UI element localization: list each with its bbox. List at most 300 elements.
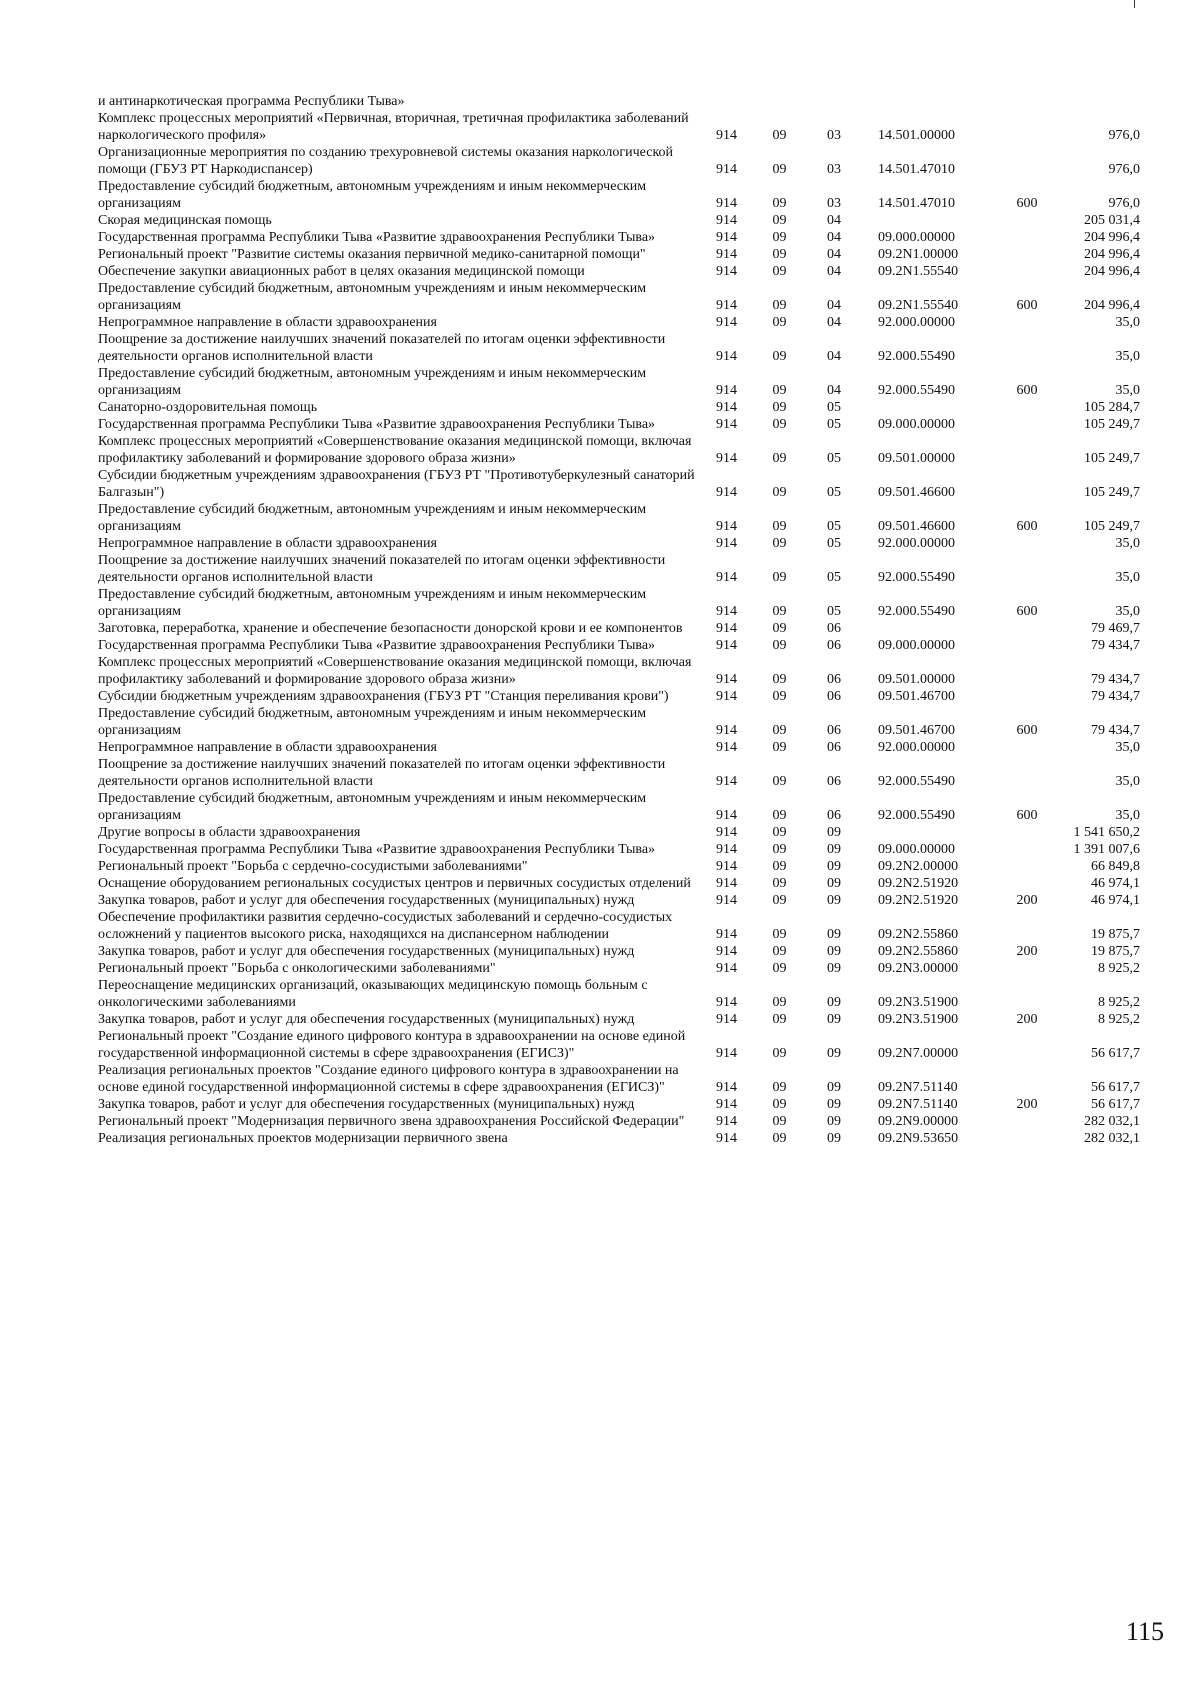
row-grbs-code: 914 [716,774,737,789]
table-row [98,739,1140,756]
table-row [98,229,1140,246]
table-row [98,416,1140,433]
row-target-article: 14.501.47010 [878,162,955,177]
row-subsection-code: 05 [827,519,841,534]
row-subsection-code: 05 [827,417,841,432]
row-expense-type [999,620,1055,637]
row-section-code [755,93,804,110]
row-target-article: 09.2N1.55540 [878,298,959,313]
row-grbs-code: 914 [716,128,737,143]
table-row [98,501,1140,535]
budget-table-body [98,93,1140,1147]
row-grbs-code: 914 [716,859,737,874]
row-amount: 8 925,2 [1098,995,1140,1010]
table-row [98,977,1140,1011]
table-row [98,314,1140,331]
row-amount: 105 249,7 [1084,451,1140,466]
row-target-article: 09.501.46600 [878,519,955,534]
row-subsection-code: 06 [827,672,841,687]
row-grbs-code: 914 [716,230,737,245]
row-expense-type [999,637,1055,654]
row-subsection-code: 04 [827,383,841,398]
row-target-article [864,212,999,229]
row-expense-type [999,416,1055,433]
row-subsection-code: 09 [827,1097,841,1112]
table-row [98,467,1140,501]
row-target-article: 09.2N7.00000 [878,1046,959,1061]
row-expense-type [999,858,1055,875]
row-grbs-code: 914 [716,825,737,840]
row-section-code: 09 [772,213,787,228]
row-subsection-code: 03 [827,196,841,211]
table-row [98,399,1140,416]
row-amount: 79 434,7 [1091,723,1140,738]
row-grbs-code: 914 [716,961,737,976]
row-name: Переоснащение медицинских организаций, оказывающих медицинскую помощь больным с онкологическими заболеваниями [98,978,648,1010]
row-expense-type [999,1028,1055,1062]
row-subsection-code: 03 [827,128,841,143]
row-expense-type: 600 [1016,196,1038,211]
row-target-article: 09.2N3.51900 [878,1012,959,1027]
row-subsection-code: 09 [827,927,841,942]
table-row [98,144,1140,178]
row-grbs-code: 914 [716,519,737,534]
row-expense-type [999,654,1055,688]
row-grbs-code: 914 [716,672,737,687]
row-name: Предоставление субсидий бюджетным, автономным учреждениям и иным некоммерческим организациям [98,791,647,823]
row-expense-type [999,467,1055,501]
row-section-code: 09 [772,961,787,976]
row-target-article: 92.000.00000 [878,536,955,551]
row-name: Региональный проект "Создание единого цифрового контура в здравоохранении на основе единой государственной информационной системы в сфере здравоохранения (ЕГИСЗ)" [98,1029,686,1061]
row-name: Санаторно-оздоровительная помощь [98,400,318,415]
table-row [98,1011,1140,1028]
row-name: Предоставление субсидий бюджетным, автономным учреждениям и иным некоммерческим организациям [98,366,647,398]
row-subsection-code: 06 [827,638,841,653]
row-target-article: 09.2N2.55860 [878,927,959,942]
row-grbs-code: 914 [716,621,737,636]
row-target-article: 09.501.46700 [878,689,955,704]
row-expense-type [999,535,1055,552]
row-expense-type [999,433,1055,467]
row-expense-type [999,841,1055,858]
row-amount: 56 617,7 [1091,1097,1140,1112]
row-expense-type: 200 [1016,1097,1038,1112]
budget-table [98,93,1140,1147]
row-subsection-code: 06 [827,774,841,789]
table-row [98,365,1140,399]
row-amount: 8 925,2 [1098,1012,1140,1027]
row-target-article: 92.000.55490 [878,349,955,364]
row-name: Региональный проект "Развитие системы оказания первичной медико-санитарной помощи" [98,247,646,262]
table-row [98,535,1140,552]
row-name: Поощрение за достижение наилучших значений показателей по итогам оценки эффективности деятельности органов исполнительной власти [98,332,666,364]
row-amount: 66 849,8 [1091,859,1140,874]
row-name: Поощрение за достижение наилучших значений показателей по итогам оценки эффективности деятельности органов исполнительной власти [98,553,666,585]
row-name: Непрограммное направление в области здравоохранения [98,315,437,330]
row-amount: 56 617,7 [1091,1046,1140,1061]
row-target-article: 92.000.00000 [878,740,955,755]
row-amount: 19 875,7 [1091,944,1140,959]
row-section-code: 09 [772,1097,787,1112]
row-amount: 46 974,1 [1091,876,1140,891]
row-grbs-code: 914 [716,876,737,891]
row-target-article: 09.000.00000 [878,230,955,245]
row-grbs-code: 914 [716,927,737,942]
row-name: Заготовка, переработка, хранение и обеспечение безопасности донорской крови и ее компонентов [98,621,683,636]
row-subsection-code [804,93,864,110]
row-name: Субсидии бюджетным учреждениям здравоохранения (ГБУЗ РТ "Станция переливания крови") [98,689,669,704]
row-subsection-code: 09 [827,876,841,891]
row-amount: 1 391 007,6 [1073,842,1140,857]
row-name: Государственная программа Республики Тыва «Развитие здравоохранения Республики Тыва» [98,230,656,245]
row-expense-type: 600 [1016,604,1038,619]
row-grbs-code: 914 [716,451,737,466]
row-expense-type [999,875,1055,892]
row-target-article: 92.000.55490 [878,604,955,619]
row-subsection-code: 04 [827,213,841,228]
row-target-article: 09.501.46600 [878,485,955,500]
row-target-article: 09.501.00000 [878,672,955,687]
row-subsection-code: 06 [827,740,841,755]
row-expense-type [999,1062,1055,1096]
row-name: Предоставление субсидий бюджетным, автономным учреждениям и иным некоммерческим организациям [98,281,647,313]
row-section-code: 09 [772,638,787,653]
row-name: Непрограммное направление в области здравоохранения [98,536,437,551]
row-expense-type: 200 [1016,893,1038,908]
row-target-article: 09.2N1.55540 [878,264,959,279]
row-section-code: 09 [772,876,787,891]
row-name: Предоставление субсидий бюджетным, автономным учреждениям и иным некоммерческим организациям [98,587,647,619]
row-name: Закупка товаров, работ и услуг для обеспечения государственных (муниципальных) нужд [98,1012,635,1027]
row-amount: 976,0 [1108,162,1140,177]
row-amount: 282 032,1 [1084,1114,1140,1129]
row-amount: 976,0 [1108,128,1140,143]
row-expense-type [999,756,1055,790]
row-section-code: 09 [772,383,787,398]
row-grbs-code: 914 [716,162,737,177]
table-row [98,960,1140,977]
row-grbs-code: 914 [716,247,737,262]
row-grbs-code: 914 [716,196,737,211]
row-grbs-code: 914 [716,995,737,1010]
row-name: Региональный проект "Борьба с онкологическими заболеваниями" [98,961,496,976]
table-row [98,110,1140,144]
row-subsection-code: 05 [827,485,841,500]
row-section-code: 09 [772,264,787,279]
row-amount: 204 996,4 [1084,264,1140,279]
row-subsection-code: 04 [827,230,841,245]
row-section-code: 09 [772,162,787,177]
row-name: Предоставление субсидий бюджетным, автономным учреждениям и иным некоммерческим организациям [98,179,647,211]
row-amount: 1 541 650,2 [1073,825,1140,840]
row-subsection-code: 09 [827,1046,841,1061]
row-subsection-code: 05 [827,570,841,585]
table-row [98,756,1140,790]
row-target-article: 09.2N9.53650 [878,1131,959,1146]
row-section-code: 09 [772,1114,787,1129]
row-section-code: 09 [772,808,787,823]
row-target-article [864,620,999,637]
row-amount: 19 875,7 [1091,927,1140,942]
row-subsection-code: 04 [827,264,841,279]
row-section-code: 09 [772,927,787,942]
row-grbs-code: 914 [716,417,737,432]
table-row [98,620,1140,637]
row-subsection-code: 09 [827,1080,841,1095]
row-target-article: 92.000.55490 [878,570,955,585]
row-amount: 976,0 [1108,196,1140,211]
row-amount [1055,93,1140,110]
row-section-code: 09 [772,519,787,534]
row-amount: 79 434,7 [1091,689,1140,704]
row-name: Предоставление субсидий бюджетным, автономным учреждениям и иным некоммерческим организациям [98,706,647,738]
row-name: Субсидии бюджетным учреждениям здравоохранения (ГБУЗ РТ "Противотуберкулезный санаторий Балгазын") [98,468,695,500]
row-name: Закупка товаров, работ и услуг для обеспечения государственных (муниципальных) нужд [98,944,635,959]
table-row [98,841,1140,858]
row-amount: 35,0 [1115,536,1140,551]
row-subsection-code: 05 [827,451,841,466]
row-expense-type [999,110,1055,144]
row-expense-type: 200 [1016,944,1038,959]
page-number: 115 [1125,1617,1164,1646]
row-amount: 105 249,7 [1084,417,1140,432]
row-target-article: 14.501.00000 [878,128,955,143]
row-section-code: 09 [772,995,787,1010]
row-name: Комплекс процессных мероприятий «Совершенствование оказания медицинской помощи, включая профилактику заболеваний и формирование здорового образа жизни» [98,434,692,466]
row-section-code: 09 [772,842,787,857]
table-row [98,178,1140,212]
row-expense-type [999,331,1055,365]
row-section-code: 09 [772,570,787,585]
row-target-article: 09.2N2.51920 [878,876,959,891]
row-name: Государственная программа Республики Тыва «Развитие здравоохранения Республики Тыва» [98,842,656,857]
row-name: Поощрение за достижение наилучших значений показателей по итогам оценки эффективности деятельности органов исполнительной власти [98,757,666,789]
row-expense-type [999,1130,1055,1147]
row-target-article: 09.2N2.51920 [878,893,959,908]
table-row [98,586,1140,620]
row-amount: 35,0 [1115,315,1140,330]
row-expense-type [999,93,1055,110]
row-expense-type [999,229,1055,246]
row-subsection-code: 09 [827,961,841,976]
row-grbs-code: 914 [716,604,737,619]
row-subsection-code: 06 [827,621,841,636]
row-amount: 105 249,7 [1084,485,1140,500]
row-target-article: 09.2N2.00000 [878,859,959,874]
row-target-article: 09.2N2.55860 [878,944,959,959]
row-grbs-code: 914 [716,723,737,738]
row-expense-type [999,824,1055,841]
row-subsection-code: 09 [827,825,841,840]
table-row [98,875,1140,892]
row-target-article: 09.2N3.00000 [878,961,959,976]
row-section-code: 09 [772,247,787,262]
row-name: Региональный проект "Модернизация первичного звена здравоохранения Российской Федерации" [98,1114,685,1129]
row-target-article: 09.2N3.51900 [878,995,959,1010]
row-subsection-code: 05 [827,604,841,619]
table-row [98,637,1140,654]
row-grbs-code: 914 [716,740,737,755]
row-amount: 105 284,7 [1084,400,1140,415]
row-target-article: 09.501.00000 [878,451,955,466]
table-row [98,790,1140,824]
row-section-code: 09 [772,315,787,330]
row-subsection-code: 05 [827,536,841,551]
row-target-article [864,93,999,110]
row-expense-type [999,688,1055,705]
table-row [98,892,1140,909]
table-row [98,1028,1140,1062]
row-grbs-code: 914 [716,1131,737,1146]
row-name: Оснащение оборудованием региональных сосудистых центров и первичных сосудистых отделений [98,876,691,891]
row-grbs-code: 914 [716,298,737,313]
row-amount: 79 434,7 [1091,638,1140,653]
row-amount: 204 996,4 [1084,230,1140,245]
row-name: Реализация региональных проектов модернизации первичного звена [98,1131,508,1146]
row-name: Региональный проект "Борьба с сердечно-сосудистыми заболеваниями" [98,859,528,874]
row-target-article: 09.2N9.00000 [878,1114,959,1129]
row-section-code: 09 [772,1080,787,1095]
row-grbs-code: 914 [716,485,737,500]
row-target-article: 09.000.00000 [878,638,955,653]
row-section-code: 09 [772,621,787,636]
row-grbs-code: 914 [716,1012,737,1027]
row-expense-type [999,144,1055,178]
row-expense-type: 600 [1016,808,1038,823]
row-name: Обеспечение профилактики развития сердечно-сосудистых заболеваний и сердечно-сосудистых осложнений у пациентов высокого риска, находящихся на диспансерном наблюдении [98,910,673,942]
row-subsection-code: 04 [827,315,841,330]
row-name: Организационные мероприятия по созданию трехуровневой системы оказания наркологической помощи (ГБУЗ РТ Наркодиспансер) [98,145,674,177]
row-expense-type [999,314,1055,331]
row-grbs-code: 914 [716,1097,737,1112]
row-name: Государственная программа Республики Тыва «Развитие здравоохранения Республики Тыва» [98,638,656,653]
table-row [98,93,1140,110]
row-target-article [864,399,999,416]
row-name: Скорая медицинская помощь [98,213,272,228]
row-expense-type: 600 [1016,383,1038,398]
row-grbs-code: 914 [716,264,737,279]
row-subsection-code: 04 [827,349,841,364]
row-section-code: 09 [772,1046,787,1061]
row-target-article: 92.000.55490 [878,774,955,789]
row-target-article [864,824,999,841]
row-section-code: 09 [772,672,787,687]
row-subsection-code: 06 [827,723,841,738]
row-expense-type [999,739,1055,756]
row-subsection-code: 06 [827,808,841,823]
row-grbs-code: 914 [716,638,737,653]
table-row [98,263,1140,280]
row-target-article: 92.000.55490 [878,383,955,398]
row-amount: 204 996,4 [1084,247,1140,262]
table-row [98,1062,1140,1096]
row-amount: 35,0 [1115,604,1140,619]
row-target-article: 09.2N7.51140 [878,1097,958,1112]
row-section-code: 09 [772,451,787,466]
table-row [98,688,1140,705]
table-row [98,433,1140,467]
table-row [98,824,1140,841]
row-section-code: 09 [772,723,787,738]
row-expense-type [999,977,1055,1011]
row-name: Обеспечение закупки авиационных работ в целях оказания медицинской помощи [98,264,585,279]
row-name: Закупка товаров, работ и услуг для обеспечения государственных (муниципальных) нужд [98,1097,635,1112]
row-subsection-code: 09 [827,1114,841,1129]
row-expense-type [999,909,1055,943]
table-row [98,943,1140,960]
row-expense-type: 600 [1016,723,1038,738]
row-name: Закупка товаров, работ и услуг для обеспечения государственных (муниципальных) нужд [98,893,635,908]
row-target-article: 09.000.00000 [878,417,955,432]
table-row [98,552,1140,586]
row-grbs-code: 914 [716,315,737,330]
row-subsection-code: 05 [827,400,841,415]
row-expense-type [999,552,1055,586]
row-target-article: 09.2N7.51140 [878,1080,958,1095]
row-subsection-code: 09 [827,995,841,1010]
row-grbs-code: 914 [716,400,737,415]
row-target-article: 09.501.46700 [878,723,955,738]
row-section-code: 09 [772,944,787,959]
row-section-code: 09 [772,859,787,874]
row-target-article: 09.2N1.00000 [878,247,959,262]
row-grbs-code: 914 [716,1046,737,1061]
row-expense-type [999,263,1055,280]
row-section-code: 09 [772,128,787,143]
row-grbs-code: 914 [716,808,737,823]
row-expense-type: 200 [1016,1012,1038,1027]
row-grbs-code: 914 [716,689,737,704]
row-section-code: 09 [772,1012,787,1027]
row-subsection-code: 04 [827,247,841,262]
row-section-code: 09 [772,893,787,908]
row-amount: 8 925,2 [1098,961,1140,976]
row-subsection-code: 06 [827,689,841,704]
row-section-code: 09 [772,536,787,551]
table-row [98,858,1140,875]
row-amount: 35,0 [1115,570,1140,585]
row-amount: 35,0 [1115,349,1140,364]
row-expense-type: 600 [1016,298,1038,313]
row-section-code: 09 [772,825,787,840]
row-amount: 79 469,7 [1091,621,1140,636]
table-row [98,280,1140,314]
row-expense-type [999,960,1055,977]
row-section-code: 09 [772,774,787,789]
table-row [98,705,1140,739]
row-grbs-code: 914 [716,213,737,228]
scan-edge-mark [1134,0,1135,8]
row-grbs-code: 914 [716,536,737,551]
row-amount: 204 996,4 [1084,298,1140,313]
row-subsection-code: 09 [827,1012,841,1027]
row-grbs-code: 914 [716,570,737,585]
row-grbs-code: 914 [716,1080,737,1095]
row-subsection-code: 09 [827,944,841,959]
row-amount: 46 974,1 [1091,893,1140,908]
row-target-article: 09.000.00000 [878,842,955,857]
row-name: Комплекс процессных мероприятий «Совершенствование оказания медицинской помощи, включая профилактику заболеваний и формирование здорового образа жизни» [98,655,692,687]
row-name: Государственная программа Республики Тыва «Развитие здравоохранения Республики Тыва» [98,417,656,432]
row-amount: 56 617,7 [1091,1080,1140,1095]
row-amount: 35,0 [1115,740,1140,755]
row-amount: 35,0 [1115,383,1140,398]
row-grbs-code: 914 [716,1114,737,1129]
row-name: Реализация региональных проектов "Создание единого цифрового контура в здравоохранении на основе единой государственной информационной системы в сфере здравоохранения (ЕГИСЗ)" [98,1063,679,1095]
row-name: Другие вопросы в области здравоохранения [98,825,361,840]
row-section-code: 09 [772,400,787,415]
